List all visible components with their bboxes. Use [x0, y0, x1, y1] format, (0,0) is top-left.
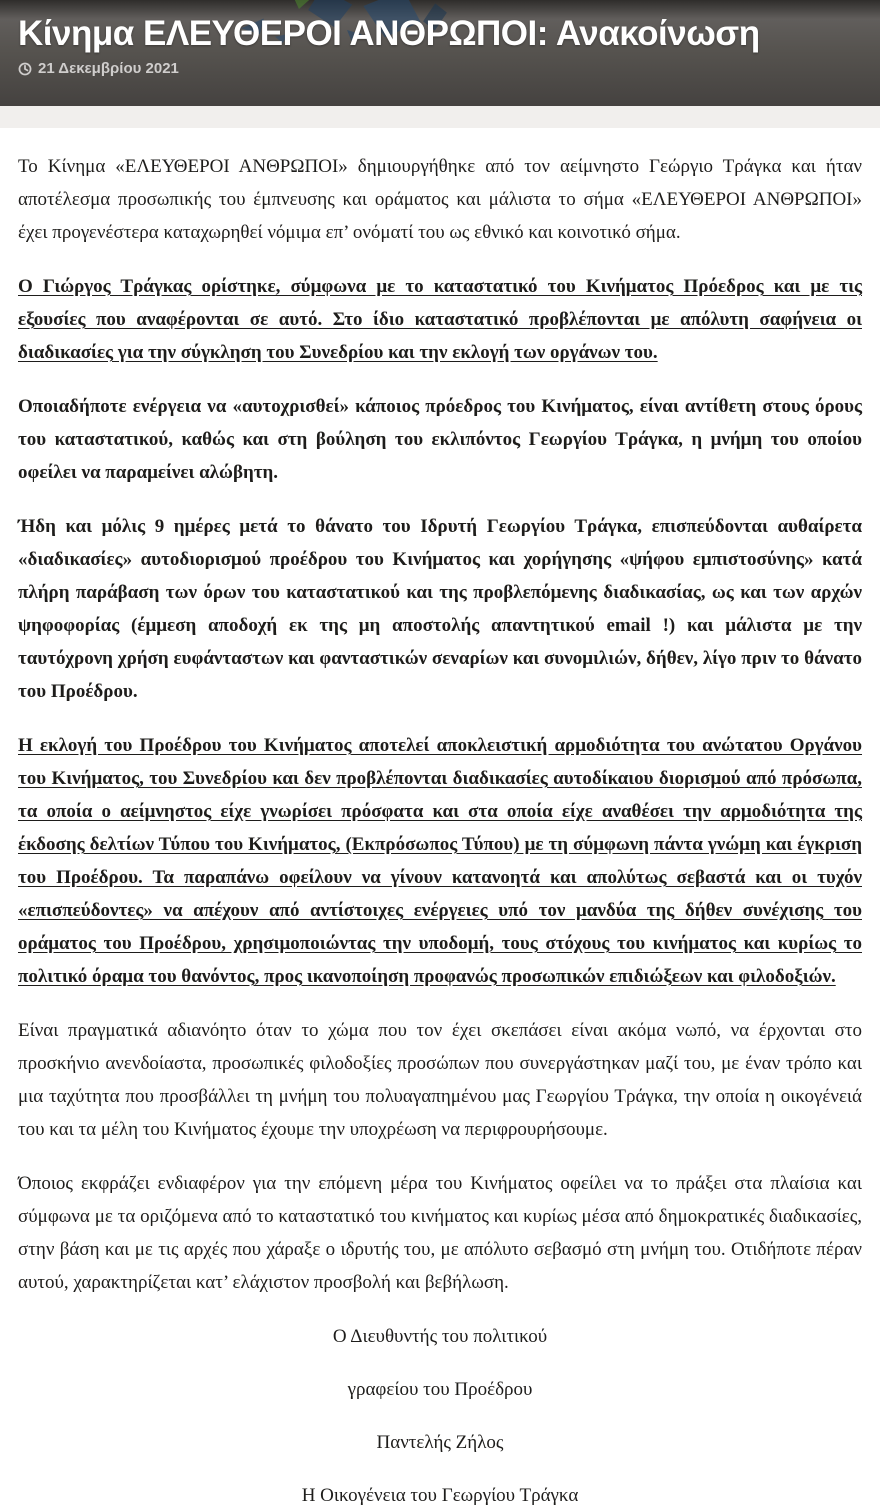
signature-line: Η Οικογένεια του Γεωργίου Τράγκα: [301, 1485, 579, 1506]
article-paragraph: Είναι πραγματικά αδιανόητο όταν το χώμα που τον έχει σκεπάσει είναι ακόμα νωπό, να έρχονται στο προσκήνιο ανενδοίαστα, προσωπικές φιλοδοξίες προσώπων που συνεργάστηκαν μαζί του, με έναν τρόπο και μια ταχύτητα που προσβάλλει τη μνήμη του πολυαγαπημένου μας Γεωργίου Τράγκα, την οποία η οικογένειά του και τα μέλη του Κινήματος έχουμε την υποχρέωση να περιφρουρήσουμε.: [18, 1020, 862, 1140]
article-paragraph: Το Κίνημα «ΕΛΕΥΘΕΡΟΙ ΑΝΘΡΩΠΟΙ» δημιουργήθηκε από τον αείμνηστο Γεώργιο Τράγκα και ήταν αποτέλεσμα προσωπικής του έμπνευσης και οράματος και μάλιστα το σήμα «ΕΛΕΥΘΕΡΟΙ ΑΝΘΡΩΠΟΙ» έχει προγενέστερα καταχωρηθεί νόμιμα επ’ ονόματί του ως εθνικό και κοινοτικό σήμα.: [18, 156, 862, 243]
signature-block: [18, 1320, 862, 1512]
paragraph-list: [18, 150, 862, 1299]
clock-icon: [18, 62, 32, 76]
article-paragraph: Η εκλογή του Προέδρου του Κινήματος αποτελεί αποκλειστική αρμοδιότητα του ανώτατου Οργάνου του Κινήματος, του Συνεδρίου και δεν προβλέπονται διαδικασίες αυτοδίκαιου διορισμού από πρόσωπα, τα οποία ο αείμνηστος είχε γνωρίσει πρόσφατα και στα οποία είχε αναθέσει την αρμοδιότητα της έκδοσης δελτίων Τύπου του Κινήματος, (Εκπρόσωπος Τύπου) με τη σύμφωνη πάντα γνώμη και έγκριση του Προέδρου. Τα παραπάνω οφείλουν να γίνουν κατανοητά και απολύτως σεβαστά και οι τυχόν «επισπεύδοντες» να απέχουν από αντίστοιχες ενέργειες υπό τον μανδύα της δήθεν συνέχισης του οράματος του Προέδρου, χρησιμοποιώντας την υποδομή, τους στόχους του κινήματος και κυρίως το πολιτικό όραμα του θανόντος, προς ικανοποίηση προφανώς προσωπικών επιδιώξεων και φιλοδοξιών.: [18, 735, 862, 987]
signature-line: γραφείου του Προέδρου: [347, 1379, 533, 1400]
content-separator: [0, 106, 880, 128]
post-date: [18, 60, 862, 77]
signature-line: Ο Διευθυντής του πολιτικού: [332, 1326, 548, 1347]
article-paragraph: Ήδη και μόλις 9 ημέρες μετά το θάνατο του Ιδρυτή Γεωργίου Τράγκα, επισπεύδονται αυθαίρετα «διαδικασίες» αυτοδιορισμού προέδρου του Κινήματος και χορήγησης «ψήφου εμπιστοσύνης» κατά πλήρη παράβαση των όρων του καταστατικού και της προβλεπόμενης διαδικασίας, ως και των αρχών ψηφοφορίας (έμμεση αποδοχή εκ της μη αποστολής απαντητικού email !) και μάλιστα με την ταυτόχρονη χρήση ευφάνταστων και φανταστικών σεναρίων και συνομιλιών, δήθεν, λίγο πριν το θάνατο του Προέδρου.: [18, 516, 862, 702]
article-paragraph: Ο Γιώργος Τράγκας ορίστηκε, σύμφωνα με το καταστατικό του Κινήματος Πρόεδρος και με τις εξουσίες που αναφέρονται σε αυτό. Στο ίδιο καταστατικό προβλέπονται με απόλυτη σαφήνεια οι διαδικασίες για την σύγκληση του Συνεδρίου και την εκλογή των οργάνων του.: [18, 276, 862, 363]
header-content: [0, 0, 880, 77]
page-title: Κίνημα ΕΛΕΥΘΕΡΟΙ ΑΝΘΡΩΠΟΙ: Ανακοίνωση: [18, 14, 760, 53]
post-date-text: 21 Δεκεμβρίου 2021: [38, 60, 179, 77]
article-paragraph: Οποιαδήποτε ενέργεια να «αυτοχρισθεί» κάποιος πρόεδρος του Κινήματος, είναι αντίθετη στους όρους του καταστατικού, καθώς και στη βούληση του εκλιπόντος Γεωργίου Τράγκα, η μνήμη του οποίου οφείλει να παραμείνει αλώβητη.: [18, 396, 862, 483]
article-body: [0, 128, 880, 1512]
signature-line: Παντελής Ζήλος: [376, 1432, 504, 1453]
page-header: [0, 0, 880, 106]
article-paragraph: Όποιος εκφράζει ενδιαφέρον για την επόμενη μέρα του Κινήματος οφείλει να το πράξει στα πλαίσια και σύμφωνα με τα οριζόμενα από το καταστατικό του κινήματος και κυρίως μέσα από δημοκρατικές διαδικασίες, στην βάση και με τις αρχές που χάραξε ο ιδρυτής του, με απόλυτο σεβασμό στη μνήμη του. Οτιδήποτε πέραν αυτού, χαρακτηρίζεται κατ’ ελάχιστον προσβολή και βεβήλωση.: [18, 1173, 862, 1293]
